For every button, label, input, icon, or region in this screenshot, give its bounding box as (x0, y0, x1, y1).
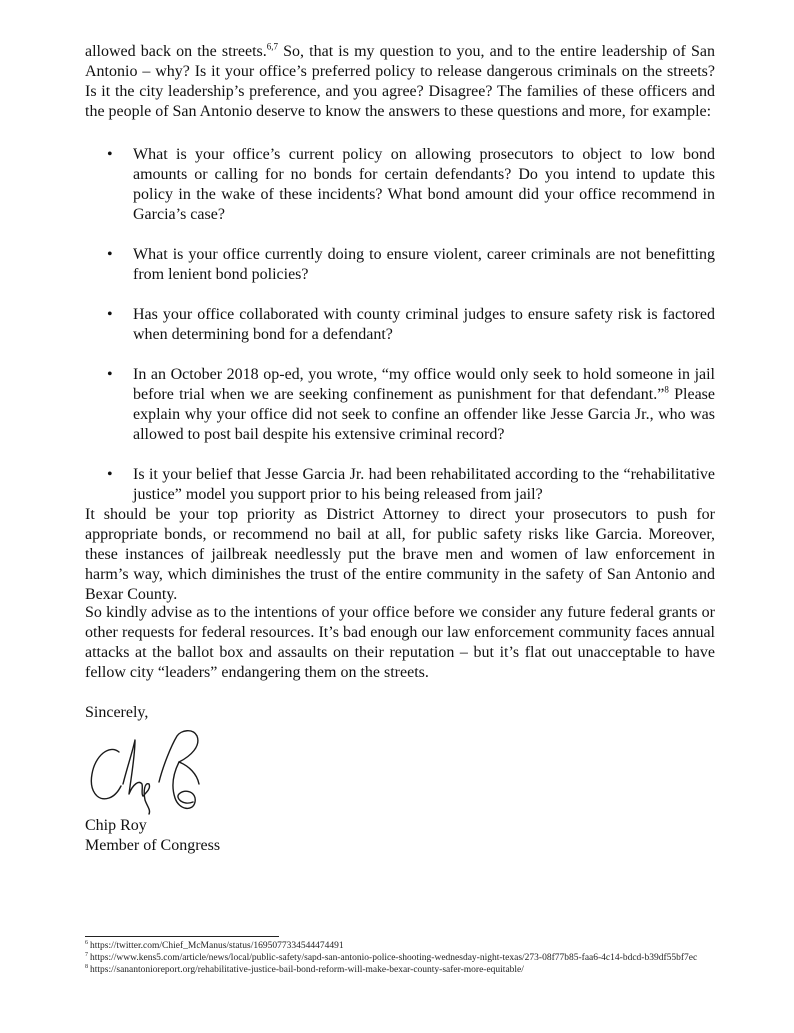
list-item-text: Is it your belief that Jesse Garcia Jr. had been rehabilitated according to the “rehabilitative justice” model you support prior to his being released from jail? (133, 466, 715, 503)
footnote-link[interactable]: https://sanantonioreport.org/rehabilitative-justice-bail-bond-reform-will-make-bexar-county-safer-more-equitable/ (90, 965, 524, 975)
footnote-number: 6 (85, 939, 88, 946)
list-item-text: What is your office’s current policy on allowing prosecutors to object to low bond amounts or calling for no bonds for certain defendants? Do you intend to update this policy in the wake of these incidents? What bond amount did your office recommend in Garcia’s case? (133, 146, 715, 223)
closing-salutation: Sincerely, (85, 704, 149, 721)
paragraph-priority: It should be your top priority as District Attorney to direct your prosecutors to push for appropriate bonds, or recommend no bail at all, for public safety risks like Garcia. Moreover, these instances of jailbreak needlessly put the brave men and women of law enforcement in harm’s way, which diminishes the trust of the entire community in the safety of San Antonio and Bexar County. (85, 506, 715, 603)
paragraph-text: allowed back on the streets. (85, 43, 267, 60)
list-item (85, 305, 715, 345)
list-item (85, 365, 715, 445)
footnote-reference: 8 (664, 384, 669, 395)
footnote-item (85, 952, 715, 964)
footnote-link[interactable]: https://www.kens5.com/article/news/local/public-safety/sapd-san-antonio-police-shooting-wednesday-night-texas/273-08f77b85-faa6-4c14-bdcd-b39df55bf7ec (90, 953, 698, 963)
bullet-icon: • (107, 466, 113, 483)
footnote-item (85, 940, 715, 952)
signer-name: Chip Roy (85, 817, 147, 834)
footnote-link[interactable]: https://twitter.com/Chief_McManus/status/1695077334544474491 (90, 941, 344, 951)
paragraph-questions-intro (85, 42, 715, 122)
bullet-icon: • (107, 366, 113, 383)
list-item (85, 145, 715, 225)
footnote-reference: 6,7 (266, 41, 279, 52)
footnote-item (85, 964, 715, 976)
list-item (85, 465, 715, 505)
footnote-divider (85, 936, 279, 937)
signature-image (85, 722, 220, 817)
question-list (85, 145, 715, 505)
footnotes (85, 940, 715, 976)
list-item-text: Please explain why your office did not seek to confine an offender like Jesse Garcia Jr., who was allowed to post bail despite his extensive criminal record? (133, 386, 715, 443)
footnote-number: 8 (85, 963, 88, 970)
list-item (85, 245, 715, 285)
footnote-number: 7 (85, 951, 88, 958)
bullet-icon: • (107, 306, 113, 323)
signer-title: Member of Congress (85, 837, 221, 854)
list-item-text: What is your office currently doing to ensure violent, career criminals are not benefitting from lenient bond policies? (133, 246, 715, 283)
paragraph-request: So kindly advise as to the intentions of your office before we consider any future federal grants or other requests for federal resources. It’s bad enough our law enforcement community faces annual attacks at the ballot box and assaults on their reputation – but it’s flat out unacceptable to have fellow city “leaders” endangering them on the streets. (85, 604, 715, 681)
list-item-text: In an October 2018 op-ed, you wrote, “my office would only seek to hold someone in jail before trial when we are seeking confinement as punishment for that defendant.” (133, 366, 715, 403)
list-item-text: Has your office collaborated with county criminal judges to ensure safety risk is factored when determining bond for a defendant? (133, 306, 715, 343)
bullet-icon: • (107, 146, 113, 163)
paragraph-text: So, that is my question to you, and to the entire leadership of San Antonio – why? Is it your office’s preferred policy to release dangerous criminals on the streets? Is it the city leadership’s preference, and you agree? Disagree? The families of these officers and the people of San Antonio deserve to know the answers to these questions and more, for example: (85, 43, 715, 120)
bullet-icon: • (107, 246, 113, 263)
